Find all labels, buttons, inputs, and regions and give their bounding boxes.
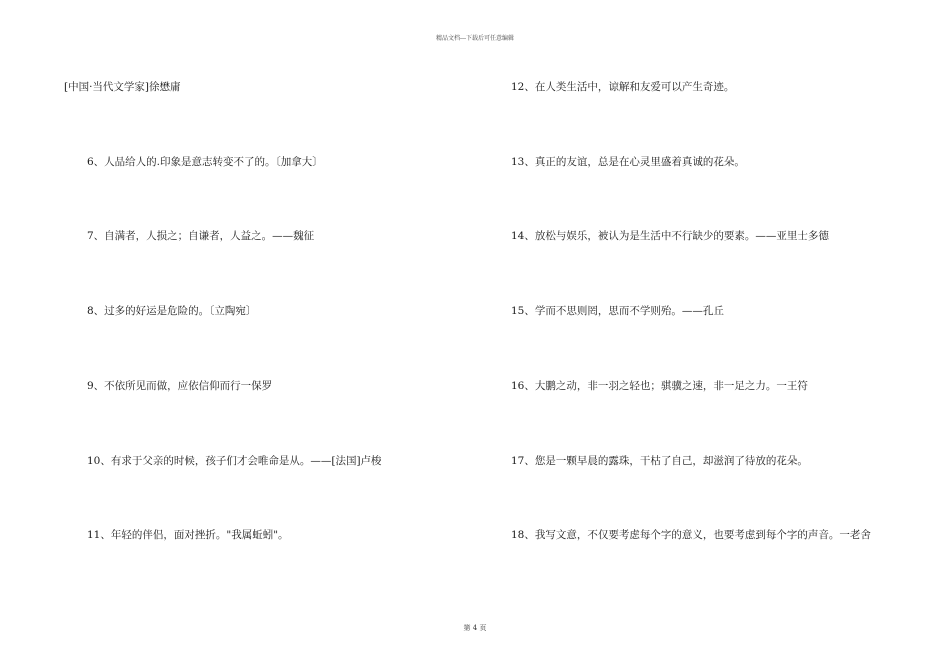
page-header: 精品文档---下载后可任意编辑 <box>435 35 515 42</box>
quote-line: 8、过多的好运是危险的。〔立陶宛〕 <box>87 305 257 317</box>
quote-line: 16、大鹏之动，非一羽之轻也；骐骥之速，非一足之力。一王符 <box>511 380 808 392</box>
quote-line: 17、您是一颗早晨的露珠，干枯了自己，却滋润了待放的花朵。 <box>511 455 808 467</box>
quote-line: 9、不依所见而做，应依信仰而行一保罗 <box>87 380 273 392</box>
quote-line: 6、人品给人的.印象是意志转变不了的。〔加拿大〕 <box>87 156 323 168</box>
quote-line: [中国·当代文学家]徐懋庸 <box>64 81 181 93</box>
quote-line: 18、我写文意，不仅要考虑每个字的意义，也要考虑到每个字的声音。一老舍 <box>511 529 871 541</box>
page-number: 第 4 页 <box>463 624 487 632</box>
quote-line: 13、真正的友谊，总是在心灵里盛着真诚的花朵。 <box>511 156 745 168</box>
quote-line: 7、自满者，人损之；自谦者，人益之。——魏征 <box>87 230 315 242</box>
quote-line: 10、有求于父亲的时候，孩子们才会唯命是从。——[法国]卢梭 <box>87 455 382 467</box>
quote-line: 14、放松与娱乐，被认为是生活中不行缺少的要素。——亚里士多德 <box>511 230 829 242</box>
quote-line: 12、在人类生活中，谅解和友爱可以产生奇迹。 <box>511 81 735 93</box>
quote-line: 11、年轻的伴侣，面对挫折。"我属蚯蚓"。 <box>87 529 289 541</box>
quote-line: 15、学而不思则罔，思而不学则殆。——孔丘 <box>511 305 724 317</box>
